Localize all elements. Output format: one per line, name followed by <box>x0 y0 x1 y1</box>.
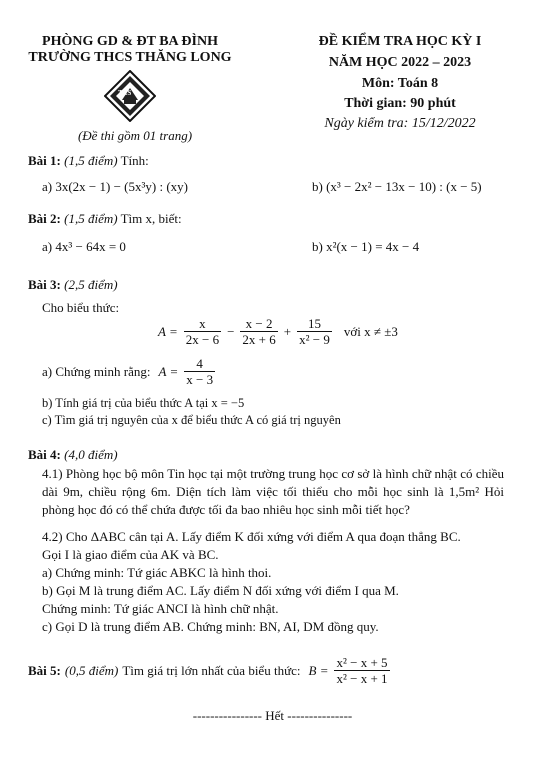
fraction-3-den: x² − 9 <box>299 332 330 347</box>
bai3-a-fraction <box>184 356 215 387</box>
bai5-line <box>28 655 392 686</box>
bai5-lhs: B = <box>308 662 329 678</box>
fraction-2-num: x − 2 <box>245 316 273 331</box>
fraction-3 <box>297 316 332 347</box>
op-minus: − <box>227 323 235 339</box>
bai3-expression <box>158 316 398 347</box>
bai5-title: Bài 5: <box>28 662 61 678</box>
bai5-den: x² − x + 1 <box>336 671 388 686</box>
bai4-part2-b1: b) Gọi M là trung điểm AC. Lấy điểm N đối xứng với điểm I qua M. <box>42 583 399 598</box>
bai4-heading <box>28 447 118 463</box>
bai4-part2-a: a) Chứng minh: Tứ giác ABKC là hình thoi. <box>42 565 272 580</box>
school-name: TRƯỜNG THCS THĂNG LONG <box>28 50 232 65</box>
exam-title: ĐỀ KIỂM TRA HỌC KỲ I <box>318 34 482 49</box>
bai1-b: b) (x³ − 2x² − 13x − 10) : (x − 5) <box>312 179 482 194</box>
bai3-a-lhs: A = <box>158 363 179 379</box>
bai3-heading <box>28 277 118 293</box>
bai4-points: (4,0 điểm) <box>64 447 118 462</box>
bai4-part1: 4.1) Phòng học bộ môn Tin học tại một trường trung học cơ sở là hình chữ nhật có chiều dài 9m, chiều rộng 6m. Diện tích làm việc tối thiểu cho mỗi học sinh là 1,5m² Hỏi phòng học đó có thể chứa được tối đa bao nhiêu học sinh mỗi tiết học? <box>42 466 504 517</box>
bai3-intro: Cho biểu thức: <box>42 300 120 315</box>
bai1-a: a) 3x(2x − 1) − (5x³y) : (xy) <box>42 179 188 194</box>
bai2-title: Bài 2: <box>28 211 61 226</box>
pages-note: (Đề thi gồm 01 trang) <box>77 128 193 143</box>
exam-time: Thời gian: 90 phút <box>344 96 456 111</box>
expr-condition: với x ≠ ±3 <box>343 323 398 339</box>
op-plus: + <box>283 323 292 339</box>
bai3-a-num: 4 <box>196 356 203 371</box>
bai3-title: Bài 3: <box>28 277 61 292</box>
bai1-points: (1,5 điểm) <box>64 153 118 168</box>
bai4-part2-line2: Gọi I là giao điểm của AK và BC. <box>42 547 219 562</box>
bai2-points: (1,5 điểm) <box>64 211 118 226</box>
bai1-heading <box>28 153 149 169</box>
bai5-fraction <box>334 655 389 686</box>
fraction-1-num: x <box>199 316 206 331</box>
bai3-c: c) Tìm giá trị nguyên của x để biểu thức A có giá trị nguyên <box>42 413 341 427</box>
exam-date: Ngày kiểm tra: 15/12/2022 <box>324 116 476 131</box>
bai2-instruction: Tìm x, biết: <box>120 211 182 226</box>
bai3-a-text: a) Chứng minh rằng: <box>42 363 151 379</box>
fraction-2 <box>240 316 277 347</box>
bai3-points: (2,5 điểm) <box>64 277 118 292</box>
bai5-text: Tìm giá trị lớn nhất của biểu thức: <box>122 662 301 678</box>
bai4-part2-c: c) Gọi D là trung điểm AB. Chứng minh: BN, AI, DM đồng quy. <box>42 619 379 634</box>
bai2-a: a) 4x³ − 64x = 0 <box>42 239 126 254</box>
expr-lhs: A = <box>158 323 178 339</box>
bai3-a <box>42 356 217 387</box>
bai4-title: Bài 4: <box>28 447 61 462</box>
bai3-a-den: x − 3 <box>186 372 214 387</box>
bai4-part2-b2: Chứng minh: Tứ giác ANCI là hình chữ nhật. <box>42 601 279 616</box>
bai2-heading <box>28 211 182 227</box>
fraction-3-num: 15 <box>307 316 321 331</box>
end-marker: ---------------- Hết --------------- <box>192 708 353 723</box>
school-year: NĂM HỌC 2022 – 2023 <box>328 55 472 70</box>
fraction-1-den: 2x − 6 <box>185 332 220 347</box>
bai5-points: (0,5 điểm) <box>64 662 119 678</box>
bai3-b: b) Tính giá trị của biểu thức A tại x = −5 <box>42 396 245 410</box>
fraction-1 <box>184 316 221 347</box>
school-department: PHÒNG GD & ĐT BA ĐÌNH <box>42 34 218 49</box>
bai1-instruction: Tính: <box>120 153 149 168</box>
bai4-part2-line1: 4.2) Cho ΔABC cân tại A. Lấy điểm K đối xứng với điểm A qua đoạn thẳng BC. <box>42 529 461 544</box>
bai1-title: Bài 1: <box>28 153 61 168</box>
subject: Môn: Toán 8 <box>361 76 439 91</box>
bai5-num: x² − x + 5 <box>336 655 388 670</box>
fraction-2-den: 2x + 6 <box>242 332 276 347</box>
bai2-b: b) x²(x − 1) = 4x − 4 <box>312 239 420 254</box>
logo-text: TLS <box>118 89 132 97</box>
